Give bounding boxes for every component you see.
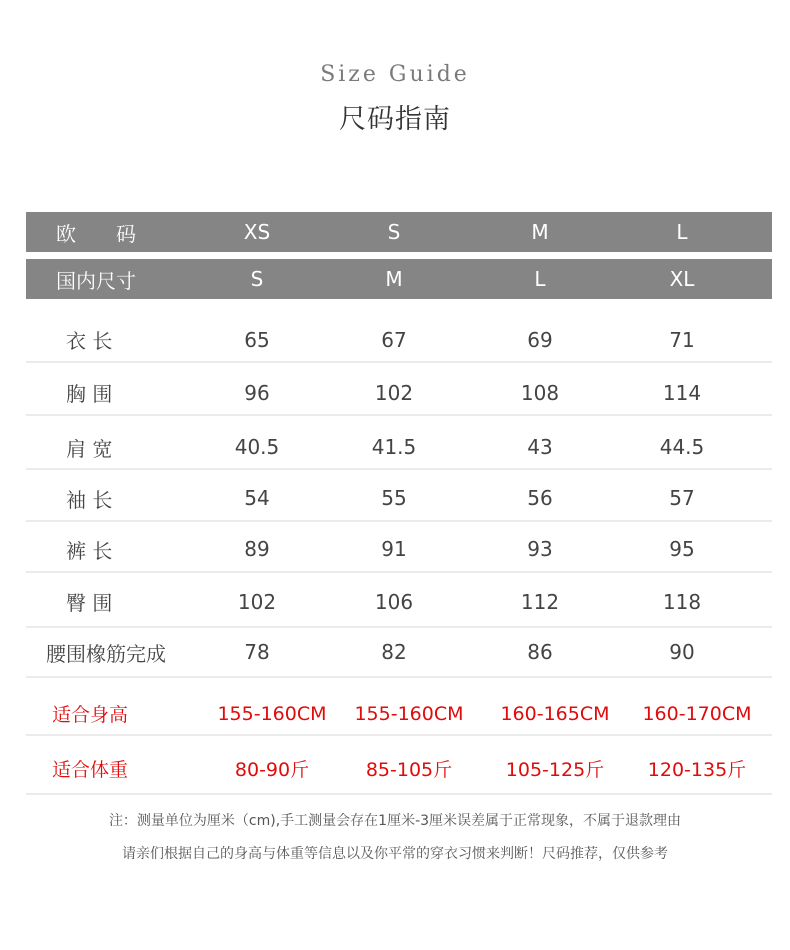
row-label: 臀 围 — [66, 591, 113, 615]
table-cell: 120-135斤 — [647, 759, 747, 781]
table-row — [26, 426, 772, 470]
header-label: 国内尺寸 — [56, 268, 136, 293]
title-en: Size Guide — [320, 62, 470, 87]
header-cell: L — [534, 267, 546, 291]
table-cell: 78 — [244, 640, 270, 664]
table-cell: 95 — [669, 537, 695, 561]
table-cell: 155-160CM — [354, 702, 464, 725]
table-cell: 55 — [381, 486, 407, 510]
table-cell: 112 — [520, 589, 560, 614]
table-row — [26, 577, 772, 628]
header-cell: XL — [669, 267, 695, 291]
title-zh: 尺码指南 — [339, 104, 451, 135]
table-row — [26, 527, 772, 573]
table-cell: 80-90斤 — [234, 759, 310, 781]
table-cell: 118 — [662, 589, 702, 614]
row-label: 适合身高 — [52, 704, 129, 726]
table-cell: 93 — [527, 537, 553, 561]
table-cell: 69 — [527, 327, 553, 352]
table-cell: 102 — [374, 380, 414, 405]
table-cell: 86 — [527, 640, 553, 664]
row-label: 适合体重 — [52, 759, 129, 781]
table-cell: 54 — [244, 486, 270, 510]
header-cell: L — [676, 220, 688, 244]
table-row — [26, 371, 772, 416]
table-cell: 91 — [381, 537, 407, 561]
header-cell: S — [250, 267, 264, 291]
table-row — [26, 318, 772, 363]
table-cell: 57 — [669, 486, 695, 510]
table-cell: 82 — [381, 640, 407, 664]
footnote-line-2: 请亲们根据自己的身高与体重等信息以及你平常的穿衣习惯来判断！尺码推荐，仅供参考 — [122, 846, 668, 862]
row-label: 衣 长 — [66, 329, 113, 353]
table-cell: 85-105斤 — [365, 759, 453, 781]
recommend-weight-row — [26, 744, 772, 795]
row-label: 袖 长 — [66, 487, 113, 512]
table-cell: 155-160CM — [217, 702, 327, 725]
table-cell: 89 — [244, 537, 270, 561]
header-cell: S — [387, 220, 401, 244]
footnote-line-1: 注：测量单位为厘米（cm),手工测量会存在1厘米-3厘米误差属于正常现象，不属于退款理由 — [108, 813, 682, 829]
header-label: 欧 码 — [56, 221, 136, 246]
header-row-domestic — [26, 259, 772, 299]
header-row-eu — [26, 212, 772, 252]
table-cell: 106 — [374, 589, 414, 614]
table-cell: 41.5 — [371, 435, 417, 459]
table-cell: 160-165CM — [500, 702, 610, 725]
table-cell: 108 — [520, 380, 560, 405]
table-cell: 160-170CM — [642, 702, 752, 725]
header-cell: M — [531, 220, 549, 244]
table-cell: 40.5 — [234, 435, 280, 459]
table-cell: 96 — [244, 380, 270, 405]
table-cell: 71 — [669, 327, 695, 352]
table-cell: 90 — [669, 640, 695, 664]
table-cell: 56 — [527, 486, 553, 510]
row-label: 肩 宽 — [66, 436, 113, 461]
table-cell: 105-125斤 — [505, 759, 605, 781]
row-label: 裤 长 — [66, 538, 113, 563]
recommend-height-row — [26, 693, 772, 736]
table-cell: 114 — [662, 380, 702, 405]
header-cell: XS — [243, 220, 271, 244]
table-row — [26, 476, 772, 522]
table-cell: 65 — [244, 327, 270, 352]
table-row — [26, 628, 772, 678]
table-cell: 44.5 — [659, 435, 705, 459]
row-label: 腰围橡筋完成 — [46, 641, 166, 666]
table-cell: 43 — [527, 435, 553, 459]
table-cell: 102 — [237, 589, 277, 614]
row-label: 胸 围 — [66, 382, 113, 406]
table-cell: 67 — [381, 327, 407, 352]
header-cell: M — [385, 267, 403, 291]
